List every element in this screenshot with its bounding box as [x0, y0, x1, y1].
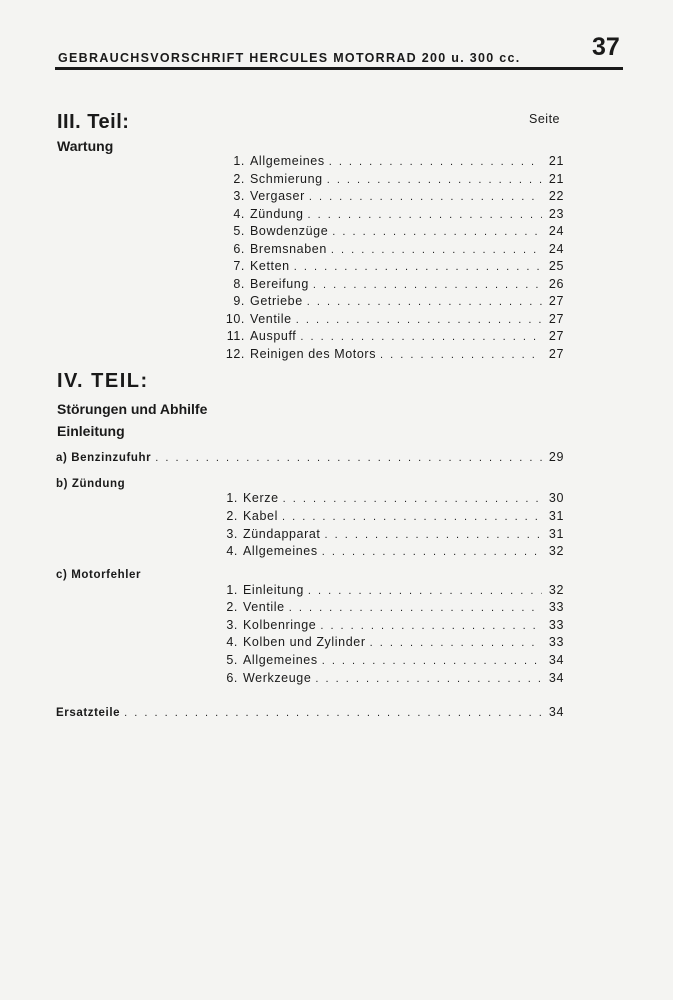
entry-page: 23 [548, 207, 564, 221]
toc-entry[interactable] [205, 670, 564, 687]
section-b-heading: b) Zündung [56, 478, 126, 490]
entry-label: Ventile [243, 600, 285, 614]
leader-dots [304, 207, 542, 224]
entry-page: 26 [548, 277, 564, 291]
entry-number: 1. [226, 491, 238, 505]
entry-page: 21 [548, 172, 564, 186]
entry-number: 2. [226, 600, 238, 614]
entry-page: 33 [548, 600, 564, 614]
entry-label: Ketten [250, 259, 290, 273]
part4-title: IV. TEIL: [57, 370, 149, 392]
entry-number: 4. [226, 635, 238, 649]
section-label: a) Benzinzufuhr [56, 452, 152, 464]
entry-page: 27 [548, 294, 564, 308]
entry-label: Zündung [250, 207, 304, 221]
leader-dots [151, 450, 542, 467]
toc-entry[interactable] [215, 346, 564, 363]
toc-entry[interactable] [215, 311, 564, 328]
leader-dots [366, 635, 542, 652]
leader-dots [323, 172, 542, 189]
entry-page: 21 [548, 154, 564, 168]
toc-entry[interactable] [215, 241, 564, 258]
entry-number: 2. [233, 172, 245, 186]
entry-page: 27 [548, 347, 564, 361]
leader-dots [376, 347, 542, 364]
entry-page: 27 [548, 329, 564, 343]
entry-page: 27 [548, 312, 564, 326]
leader-dots [305, 189, 542, 206]
entry-label: Bowdenzüge [250, 224, 329, 238]
toc-entry[interactable] [205, 508, 564, 525]
entry-number: 6. [233, 242, 245, 256]
toc-entry[interactable] [205, 599, 564, 616]
entry-label: Kerze [243, 491, 279, 505]
leader-dots [311, 671, 542, 688]
entry-page: 30 [548, 491, 564, 505]
section-label: Ersatzteile [56, 707, 121, 719]
entry-label: Zündapparat [243, 527, 321, 541]
entry-page: 29 [548, 450, 564, 464]
entry-page: 33 [548, 618, 564, 632]
leader-dots [327, 242, 542, 259]
leader-dots [279, 491, 542, 508]
toc-entry[interactable] [205, 543, 564, 560]
running-header: GEBRAUCHSVORSCHRIFT HERCULES MOTORRAD 200 u. 300 cc. [58, 51, 521, 65]
entry-number: 12. [225, 347, 245, 361]
part3-subtitle: Wartung [57, 138, 114, 154]
entry-page: 32 [548, 583, 564, 597]
entry-number: 4. [226, 544, 238, 558]
entry-number: 10. [225, 312, 245, 326]
leader-dots [292, 312, 542, 329]
leader-dots [321, 527, 543, 544]
entry-label: Bereifung [250, 277, 309, 291]
entry-label: Allgemeines [243, 544, 318, 558]
entry-number: 2. [226, 509, 238, 523]
entry-page: 31 [548, 527, 564, 541]
entry-page: 34 [548, 653, 564, 667]
entry-label: Getriebe [250, 294, 303, 308]
entry-page: 31 [548, 509, 564, 523]
entry-label: Auspuff [250, 329, 297, 343]
entry-number: 9. [233, 294, 245, 308]
leader-dots [278, 509, 542, 526]
part3-title: III. Teil: [57, 111, 130, 133]
toc-entry[interactable] [215, 223, 564, 240]
toc-entry[interactable] [215, 188, 564, 205]
section-c-heading: c) Motorfehler [56, 569, 142, 581]
entry-label: Schmierung [250, 172, 323, 186]
entry-number: 4. [233, 207, 245, 221]
entry-label: Ventile [250, 312, 292, 326]
toc-entry[interactable] [205, 617, 564, 634]
toc-entry[interactable] [215, 293, 564, 310]
leader-dots [325, 154, 542, 171]
entry-number: 5. [226, 653, 238, 667]
entry-label: Allgemeines [250, 154, 325, 168]
toc-entry[interactable] [205, 652, 564, 669]
leader-dots [304, 583, 542, 600]
leader-dots [328, 224, 542, 241]
entry-label: Kolbenringe [243, 618, 317, 632]
toc-section-a[interactable] [56, 449, 564, 466]
part4-intro-heading: Einleitung [57, 423, 125, 439]
entry-label: Einleitung [243, 583, 304, 597]
toc-entry[interactable] [215, 276, 564, 293]
toc-entry[interactable] [215, 328, 564, 345]
entry-number: 8. [233, 277, 245, 291]
entry-page: 34 [548, 671, 564, 685]
header-rule [55, 67, 623, 70]
entry-label: Allgemeines [243, 653, 318, 667]
entry-page: 25 [548, 259, 564, 273]
leader-dots [318, 653, 542, 670]
leader-dots [316, 618, 542, 635]
leader-dots [296, 329, 542, 346]
entry-page: 22 [548, 189, 564, 203]
toc-entry[interactable] [205, 490, 564, 507]
toc-entry[interactable] [205, 634, 564, 651]
entry-page: 32 [548, 544, 564, 558]
entry-number: 3. [226, 618, 238, 632]
toc-spare-parts[interactable] [56, 704, 564, 721]
entry-page: 33 [548, 635, 564, 649]
toc-entry[interactable] [205, 582, 564, 599]
entry-label: Kolben und Zylinder [243, 635, 366, 649]
entry-number: 7. [233, 259, 245, 273]
entry-label: Vergaser [250, 189, 305, 203]
leader-dots [318, 544, 542, 561]
leader-dots [309, 277, 542, 294]
toc-entry[interactable] [205, 526, 564, 543]
entry-number: 1. [226, 583, 238, 597]
page-number: 37 [592, 33, 620, 61]
entry-label: Werkzeuge [243, 671, 312, 685]
entry-page: 24 [548, 242, 564, 256]
entry-page: 24 [548, 224, 564, 238]
entry-number: 11. [226, 329, 245, 343]
entry-number: 3. [226, 527, 238, 541]
entry-number: 6. [226, 671, 238, 685]
entry-number: 1. [233, 154, 245, 168]
entry-label: Reinigen des Motors [250, 347, 377, 361]
leader-dots [120, 705, 542, 722]
toc-entry[interactable] [215, 153, 564, 170]
entry-page: 34 [548, 705, 564, 719]
entry-number: 5. [233, 224, 245, 238]
toc-entry[interactable] [215, 171, 564, 188]
toc-entry[interactable] [215, 206, 564, 223]
entry-label: Bremsnaben [250, 242, 327, 256]
entry-label: Kabel [243, 509, 278, 523]
page-column-label: Seite [529, 112, 560, 126]
leader-dots [290, 259, 542, 276]
part4-subtitle: Störungen und Abhilfe [57, 401, 208, 417]
toc-entry[interactable] [215, 258, 564, 275]
entry-number: 3. [233, 189, 245, 203]
leader-dots [303, 294, 542, 311]
leader-dots [285, 600, 542, 617]
